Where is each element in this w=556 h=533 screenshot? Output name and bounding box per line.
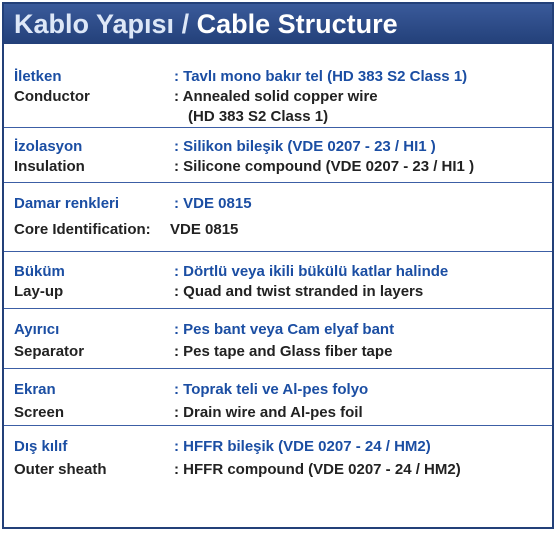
section-lay-up <box>4 252 552 309</box>
core-en-value: VDE 0815 <box>170 221 239 238</box>
separator-en-line <box>14 343 552 363</box>
separator-tr-value: : Pes bant veya Cam elyaf bant <box>174 321 395 338</box>
separator-tr-line <box>14 321 552 343</box>
sheath-tr-line <box>14 438 552 461</box>
conductor-en-value-cont: (HD 383 S2 Class 1) <box>188 108 329 125</box>
conductor-tr-label: İletken <box>14 68 62 85</box>
insulation-en-label: Insulation <box>14 158 85 175</box>
conductor-en-line-2 <box>14 108 552 128</box>
insulation-tr-line <box>14 138 552 158</box>
sheath-en-label: Outer sheath <box>14 461 107 478</box>
section-separator <box>4 309 552 369</box>
header-title-en: Cable Structure <box>196 9 398 39</box>
separator-tr-label: Ayırıcı <box>14 321 60 338</box>
conductor-tr-value: : Tavlı mono bakır tel (HD 383 S2 Class 1) <box>174 68 468 85</box>
section-outer-sheath <box>4 426 552 486</box>
insulation-en-value: : Silicone compound (VDE 0207 - 23 / HI1 ) <box>174 158 475 175</box>
screen-en-line <box>14 404 552 424</box>
layup-tr-line <box>14 263 552 283</box>
layup-en-line <box>14 283 552 303</box>
insulation-en-line <box>14 158 552 178</box>
insulation-tr-value: : Silikon bileşik (VDE 0207 - 23 / HI1 ) <box>174 138 436 155</box>
sheath-en-value: : HFFR compound (VDE 0207 - 24 / HM2) <box>174 461 461 478</box>
core-tr-value: : VDE 0815 <box>174 195 252 212</box>
layup-tr-value: : Dörtlü veya ikili bükülü katlar halinde <box>174 263 449 280</box>
separator-en-value: : Pes tape and Glass fiber tape <box>174 343 393 360</box>
screen-tr-value: : Toprak teli ve Al-pes folyo <box>174 381 369 398</box>
layup-tr-label: Büküm <box>14 263 65 280</box>
screen-en-label: Screen <box>14 404 65 421</box>
section-core-identification <box>4 183 552 252</box>
core-en-line <box>14 221 552 241</box>
section-conductor <box>4 44 552 128</box>
cable-structure-table <box>2 2 554 529</box>
core-en-label: Core Identification: <box>14 221 151 238</box>
conductor-tr-line <box>14 68 552 88</box>
insulation-tr-label: İzolasyon <box>14 138 83 155</box>
sheath-en-line <box>14 461 552 481</box>
section-screen <box>4 369 552 426</box>
conductor-en-value: : Annealed solid copper wire <box>174 88 378 105</box>
header-title-tr: Kablo Yapısı / <box>14 9 190 39</box>
core-tr-label: Damar renkleri <box>14 195 120 212</box>
screen-tr-label: Ekran <box>14 381 56 398</box>
core-tr-line <box>14 195 552 221</box>
sheath-tr-value: : HFFR bileşik (VDE 0207 - 24 / HM2) <box>174 438 431 455</box>
screen-en-value: : Drain wire and Al-pes foil <box>174 404 363 421</box>
layup-en-value: : Quad and twist stranded in layers <box>174 283 424 300</box>
layup-en-label: Lay-up <box>14 283 64 300</box>
section-insulation <box>4 128 552 183</box>
conductor-en-label: Conductor <box>14 88 90 105</box>
spec-rows <box>4 44 552 486</box>
sheath-tr-label: Dış kılıf <box>14 438 68 455</box>
conductor-en-line <box>14 88 552 108</box>
table-header <box>4 4 552 44</box>
screen-tr-line <box>14 381 552 404</box>
separator-en-label: Separator <box>14 343 85 360</box>
